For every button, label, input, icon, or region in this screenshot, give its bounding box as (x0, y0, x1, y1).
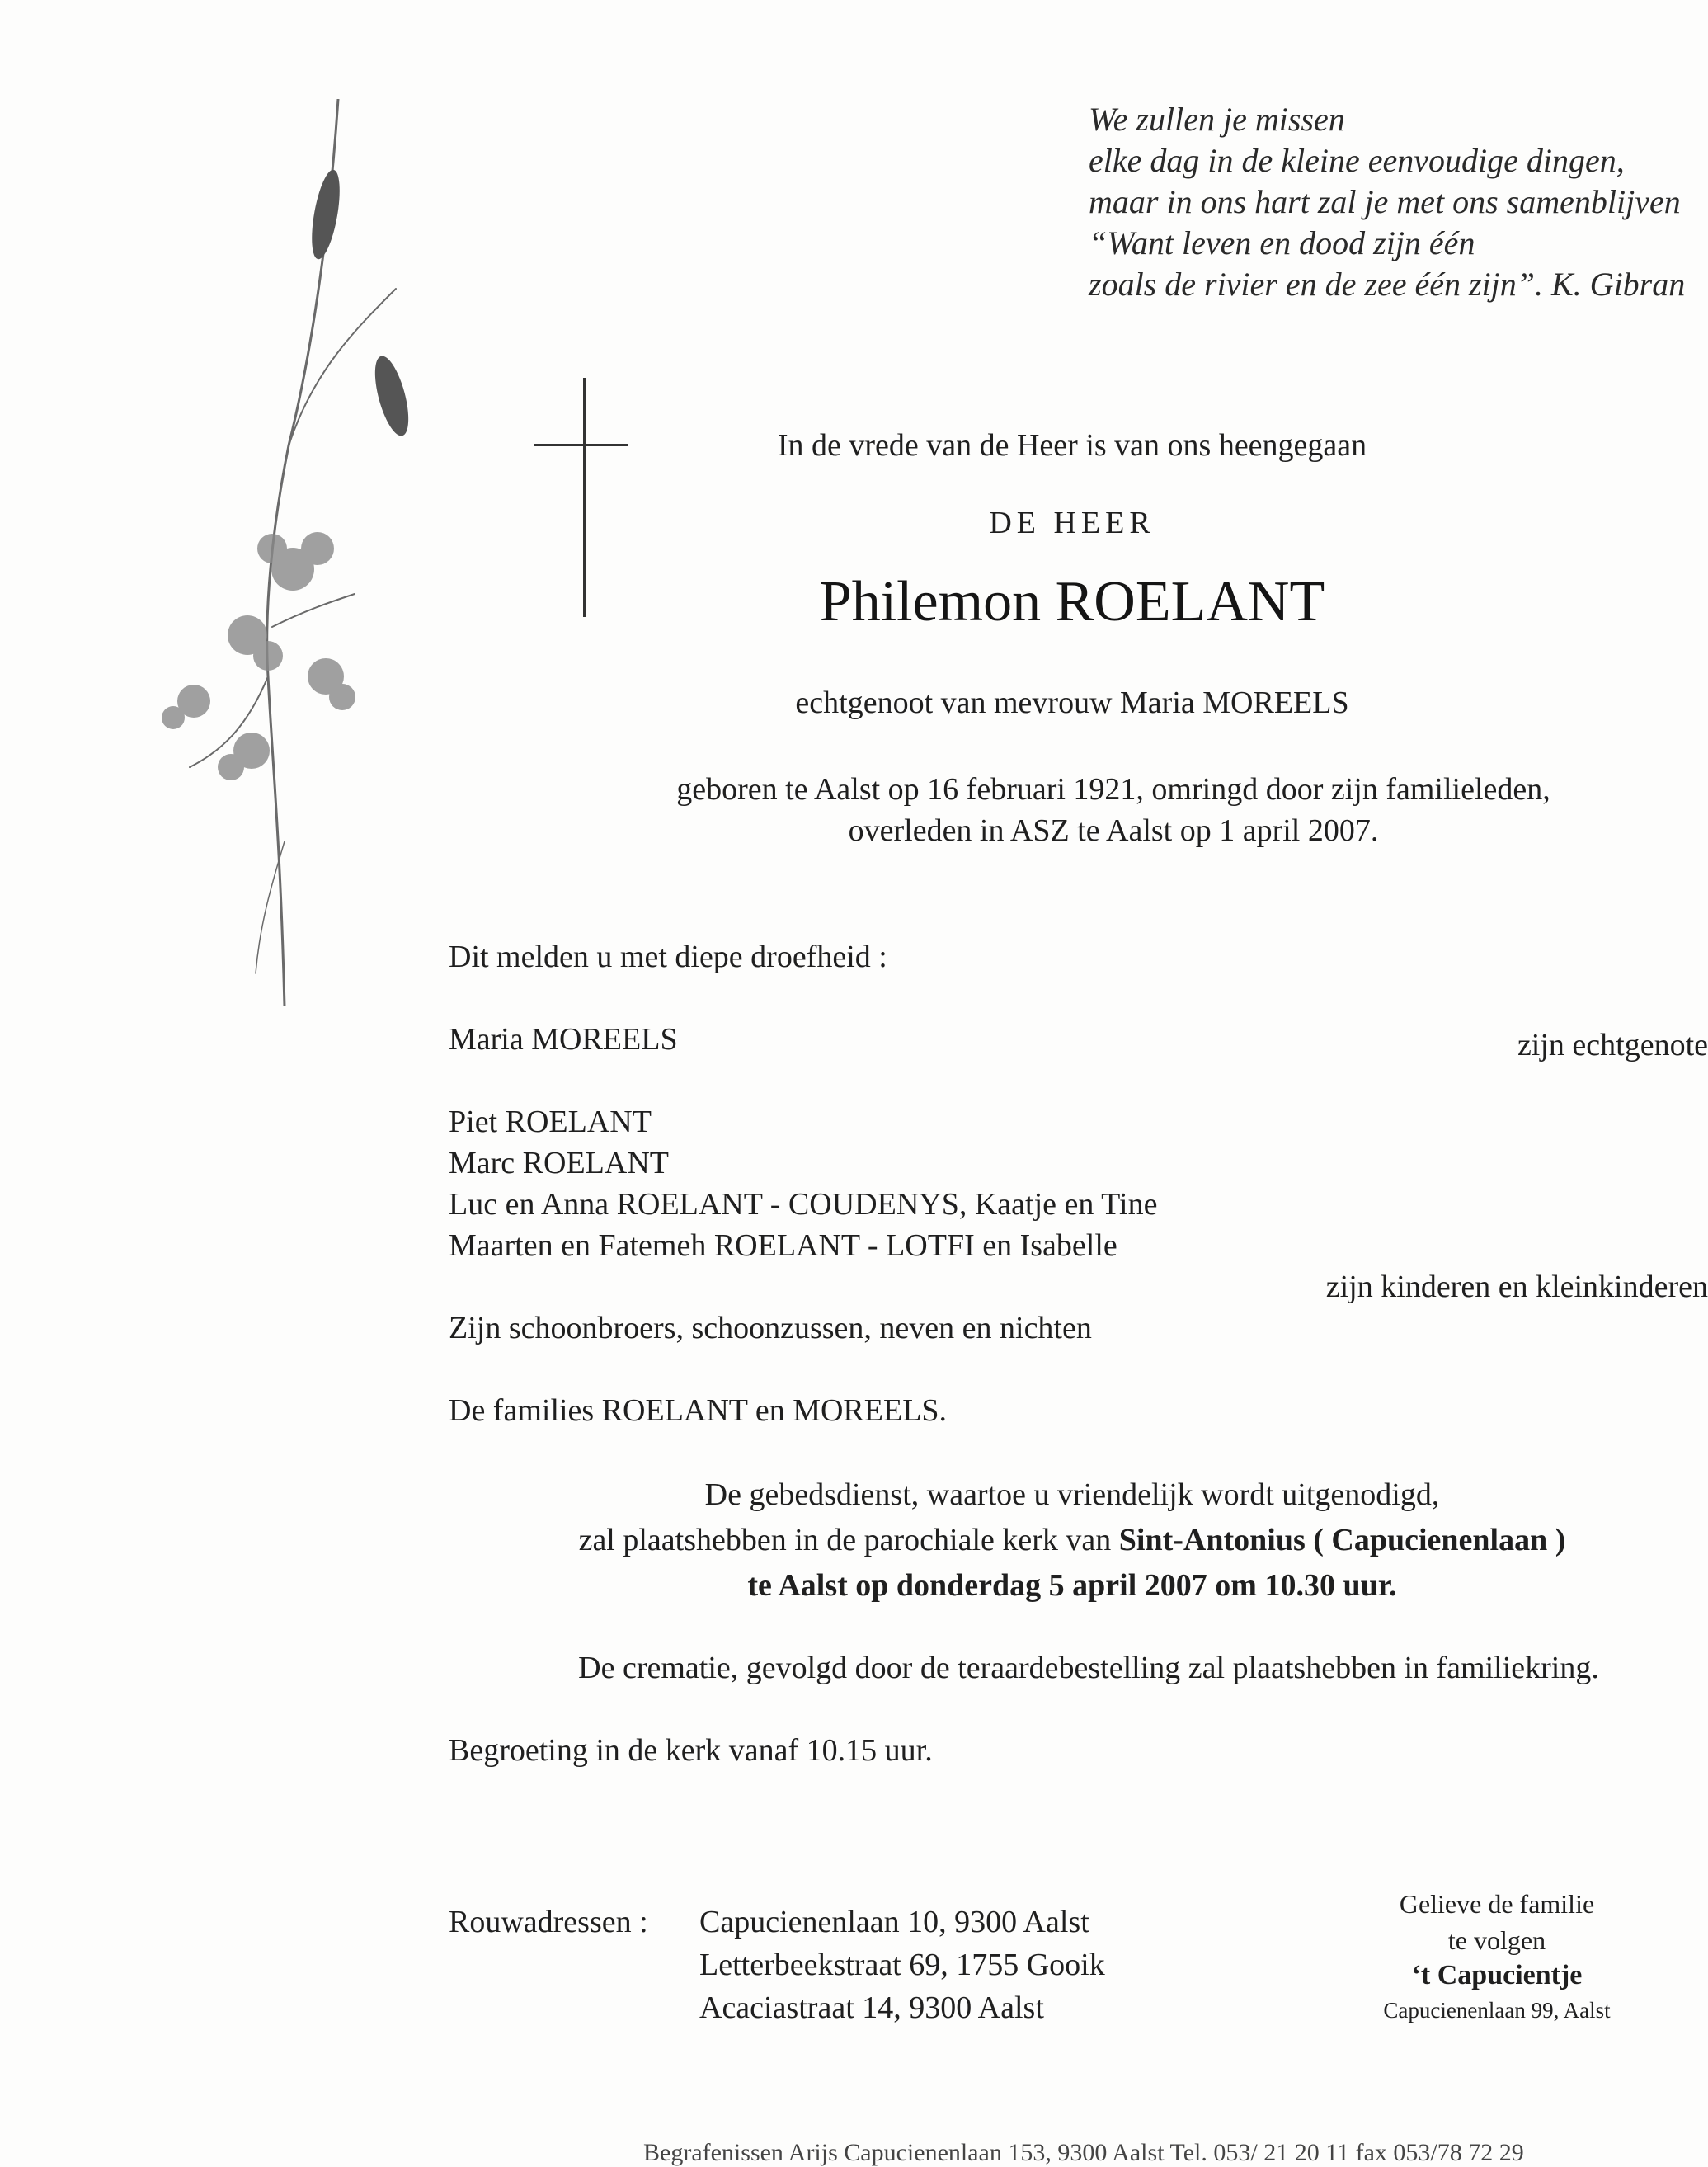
cross-icon-bar (534, 444, 628, 446)
deceased-name: Philemon ROELANT (819, 570, 1325, 634)
addresses-label: Rouwadressen : (449, 1905, 648, 1939)
poem-line: elke dag in de kleine eenvoudige dingen, (1089, 142, 1625, 179)
spouse-line: echtgenoot van mevrouw Maria MOREELS (795, 685, 1349, 720)
death-line: overleden in ASZ te Aalst op 1 april 2007. (848, 813, 1379, 848)
child-line: Piet ROELANT (449, 1105, 652, 1139)
honorific: DE HEER (989, 506, 1155, 540)
address-line: Capucienenlaan 10, 9300 Aalst (699, 1905, 1089, 1939)
undertaker-line: Gelieve de familie (1399, 1889, 1595, 1919)
undertaker-name: ‘t Capucientje (1411, 1960, 1583, 1990)
flower-illustration (124, 99, 470, 1006)
service-date: te Aalst op donderdag 5 april 2007 om 10.30 uur. (747, 1568, 1397, 1603)
poem (1089, 99, 1685, 305)
poem-line: zoals de rivier en de zee één zijn”. K. Gibran (1089, 266, 1686, 303)
families-line: De families ROELANT en MOREELS. (449, 1393, 948, 1428)
mourners-heading: Dit melden u met diepe droefheid : (449, 940, 887, 974)
service-church-line (412, 1522, 1708, 1558)
child-line: Luc en Anna ROELANT - COUDENYS, Kaatje en Tine (449, 1187, 1158, 1222)
undertaker-address: Capucienenlaan 99, Aalst (1383, 1998, 1611, 2023)
service-line-prefix: zal plaatshebben in de parochiale kerk van (578, 1523, 1119, 1557)
footer-printer: Begrafenissen Arijs Capucienenlaan 153, 9300 Aalst Tel. 053/ 21 20 11 fax 053/78 72 29 (643, 2139, 1524, 2166)
birth-line: geboren te Aalst op 16 februari 1921, omringd door zijn familieleden, (676, 772, 1550, 807)
poem-line: maar in ons hart zal je met ons samenblijven (1089, 183, 1681, 220)
church-name: Sint-Antonius ( Capucienenlaan ) (1118, 1523, 1566, 1557)
poem-line: We zullen je missen (1089, 101, 1345, 138)
address-line: Letterbeekstraat 69, 1755 Gooik (699, 1948, 1105, 1982)
cremation-line: De crematie, gevolgd door de teraardebestelling zal plaatshebben in familiekring. (578, 1651, 1599, 1685)
spouse-name: Maria MOREELS (449, 1022, 678, 1057)
child-line: Maarten en Fatemeh ROELANT - LOTFI en Isabelle (449, 1228, 1117, 1263)
child-line: Marc ROELANT (449, 1146, 669, 1180)
greeting-line: Begroeting in de kerk vanaf 10.15 uur. (449, 1733, 933, 1768)
service-line: De gebedsdienst, waartoe u vriendelijk wordt uitgenodigd, (704, 1477, 1440, 1512)
address-line: Acaciastraat 14, 9300 Aalst (699, 1990, 1044, 2025)
undertaker-line: te volgen (1447, 1925, 1546, 1955)
poem-line: “Want leven en dood zijn één (1089, 224, 1475, 261)
children-relation: zijn kinderen en kleinkinderen (1325, 1270, 1708, 1304)
in-laws-line: Zijn schoonbroers, schoonzussen, neven en nichten (449, 1311, 1092, 1345)
intro-text: In de vrede van de Heer is van ons heengegaan (777, 428, 1367, 463)
spouse-relation: zijn echtgenote (1517, 1028, 1708, 1062)
